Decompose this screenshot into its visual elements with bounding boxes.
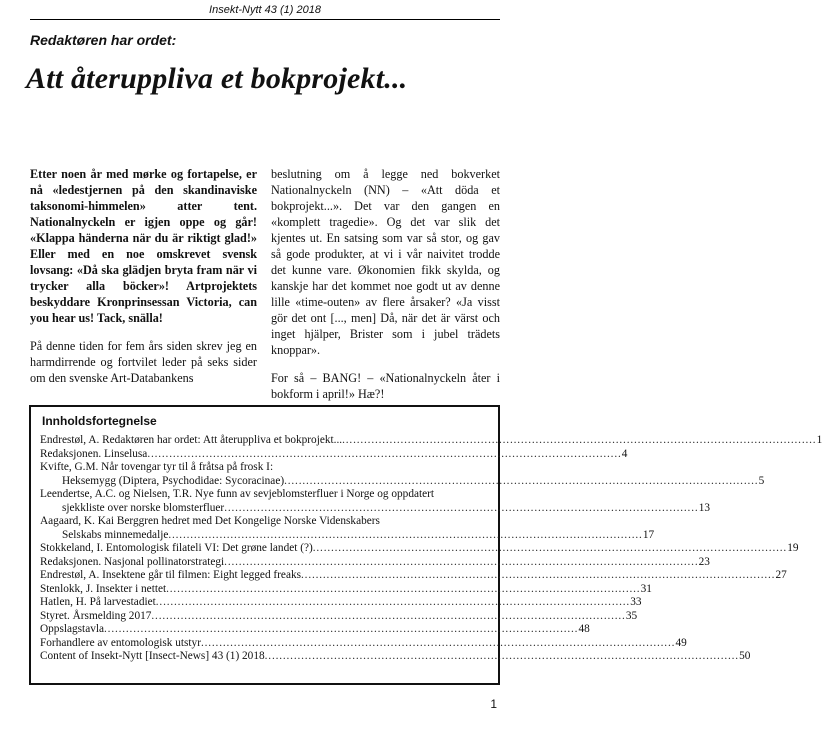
toc-leader-dots [147, 448, 619, 462]
toc-entry-title: Styret. Årsmelding 2017 [40, 609, 152, 622]
toc-leader-dots [284, 475, 756, 489]
header-rule [30, 19, 500, 20]
toc-entry-title: Stokkeland, I. Entomologisk filateli VI: Det grøne landet (?) [40, 542, 313, 554]
toc-entry [40, 461, 765, 488]
toc-entry-title: Redaksjonen. Nasjonal pollinatorstrategi [40, 555, 225, 568]
toc-entry-line [40, 501, 710, 516]
toc-page-number: 50 [739, 650, 751, 662]
body-paragraph: For så – BANG! – «Nationalnyckeln åter i bokform i april!» Hæ?! [271, 371, 500, 401]
lead-paragraph: Etter noen år med mørke og fortapelse, er nå «ledestjernen på den skandinaviske taksonomi-himmelen» atter tent. Nationalnyckeln er igjen oppe og går! «Klappa händerna när du är riktigt glad!» Eller med en noe omskrevet svensk lovsang: «Då ska glädjen bryta fram när vi trycker alla böcker»! Artprojektets beskyddare Kronprinsessan Victoria, can you hear us! Tack, snälla! [30, 167, 257, 325]
toc-entry-title: Content of Insekt-Nytt [Insect-News] 43 (1) 2018 [40, 650, 265, 662]
toc-entry-line [40, 434, 822, 448]
toc-entry-title: Hatlen, H. På larvestadiet [40, 596, 156, 608]
toc-entry-subtitle: sjekkliste over norske blomsterfluer [62, 501, 225, 514]
toc-entry-line [40, 528, 655, 543]
section-label: Redaktøren har ordet: [30, 32, 177, 48]
toc-entry [40, 488, 710, 515]
toc-entry [40, 569, 787, 583]
toc-entry-line [40, 542, 799, 556]
toc-entry-title: Endrestøl, A. Redaktøren har ordet: Att återuppliva et bokprojekt... [40, 434, 343, 446]
toc-leader-dots [168, 529, 640, 543]
toc-leader-dots [301, 569, 773, 583]
toc-entry-line [40, 569, 787, 583]
toc-entry-line [40, 582, 652, 597]
article-title: Att återuppliva et bokprojekt... [26, 62, 408, 95]
toc-leader-dots [104, 623, 576, 637]
toc-page-number: 1 [816, 434, 822, 446]
toc-leader-dots [151, 610, 623, 624]
toc-entry-title: Kvifte, G.M. Når tovengar tyr til å fråtsa på frosk I: [40, 461, 274, 473]
toc-page-number: 35 [625, 609, 638, 622]
toc-entry-line [40, 555, 710, 570]
toc-leader-dots [224, 502, 696, 516]
toc-entry [40, 623, 590, 637]
toc-page-number: 23 [698, 555, 710, 568]
toc-page-number: 5 [758, 474, 765, 487]
toc-list [40, 434, 822, 664]
toc-entry-subtitle: Heksemygg (Diptera, Psychodidae: Sycoracinae) [62, 474, 285, 487]
toc-entry [40, 650, 751, 664]
toc-entry-subtitle: Selskabs minnemedalje [62, 528, 169, 541]
toc-leader-dots [265, 650, 737, 664]
toc-entry-line [40, 474, 765, 489]
body-paragraph: beslutning om å legge ned bokverket Nationalnyckeln (NN) – «Att döda et bokprojekt...». Det var den gangen en «komplett tragedie». Og det var slik det kjentes ut. En satsing som var så stor, og gav så gode produkter, at vi i vår naivitet trodde det kunne vare. Økonomien fikk skylda, og kanskje har det kommet noe godt ut av denne lille «time-outen» av flere årsaker? «Ja visst gör det ont [..., men] Då, när det är värst och inget hjälper, Brister som i jubel trädets knoppar». [271, 167, 500, 357]
toc-entry-line [40, 461, 486, 475]
toc-entry [40, 542, 799, 556]
toc-entry-line [40, 447, 628, 462]
toc-entry [40, 515, 655, 542]
toc-leader-dots [201, 637, 673, 651]
table-of-contents [29, 405, 822, 685]
toc-entry-line [40, 515, 486, 529]
toc-entry [40, 609, 638, 624]
toc-leader-dots [156, 596, 628, 610]
toc-entry-title: Endrestøl, A. Insektene går til filmen: Eight legged freaks [40, 569, 302, 581]
toc-entry [40, 636, 687, 651]
toc-entry-title: Stenlokk, J. Insekter i nettet [40, 582, 167, 595]
toc-entry-title: Leendertse, A.C. og Nielsen, T.R. Nye funn av sevjeblomsterfluer i Norge og oppdatert [40, 488, 435, 500]
toc-leader-dots [342, 434, 814, 448]
body-paragraph: På denne tiden for fem års siden skrev jeg en harmdirrende og fortvilet leder på seks sider om den svenske Art-Databankens [30, 339, 257, 385]
toc-entry [40, 447, 628, 462]
page-number: 1 [490, 697, 497, 711]
toc-entry [40, 582, 652, 597]
toc-entry-line [40, 609, 638, 624]
toc-entry [40, 434, 822, 448]
toc-entry-line [40, 488, 486, 502]
toc-page-number: 31 [640, 582, 652, 595]
toc-page-number: 48 [578, 623, 590, 635]
toc-entry [40, 555, 710, 570]
toc-leader-dots [224, 556, 696, 570]
toc-entry-line [40, 623, 590, 637]
toc-entry-line [40, 650, 751, 664]
toc-page-number: 13 [698, 501, 710, 514]
toc-page-number: 49 [675, 636, 687, 649]
toc-entry-title: Oppslagstavla [40, 623, 105, 635]
toc-leader-dots [313, 542, 785, 556]
toc-entry-line [40, 596, 642, 610]
right-column [271, 166, 500, 414]
toc-entry [40, 596, 642, 610]
toc-leader-dots [166, 583, 638, 597]
toc-entry-title: Redaksjonen. Linselusa [40, 447, 148, 460]
toc-entry-title: Aagaard, K. Kai Berggren hedret med Det Kongelige Norske Videnskabers [40, 515, 380, 527]
toc-page-number: 4 [621, 447, 628, 460]
toc-entry-line [40, 636, 687, 651]
toc-page-number: 17 [642, 528, 655, 541]
toc-page-number: 27 [775, 569, 787, 581]
toc-heading: Innholdsfortegnelse [42, 414, 157, 428]
toc-entry-title: Forhandlere av entomologisk utstyr [40, 636, 201, 649]
toc-page-number: 33 [630, 596, 642, 608]
toc-page-number: 19 [787, 542, 799, 554]
running-header: Insekt-Nytt 43 (1) 2018 [209, 4, 321, 16]
left-column [30, 166, 257, 398]
